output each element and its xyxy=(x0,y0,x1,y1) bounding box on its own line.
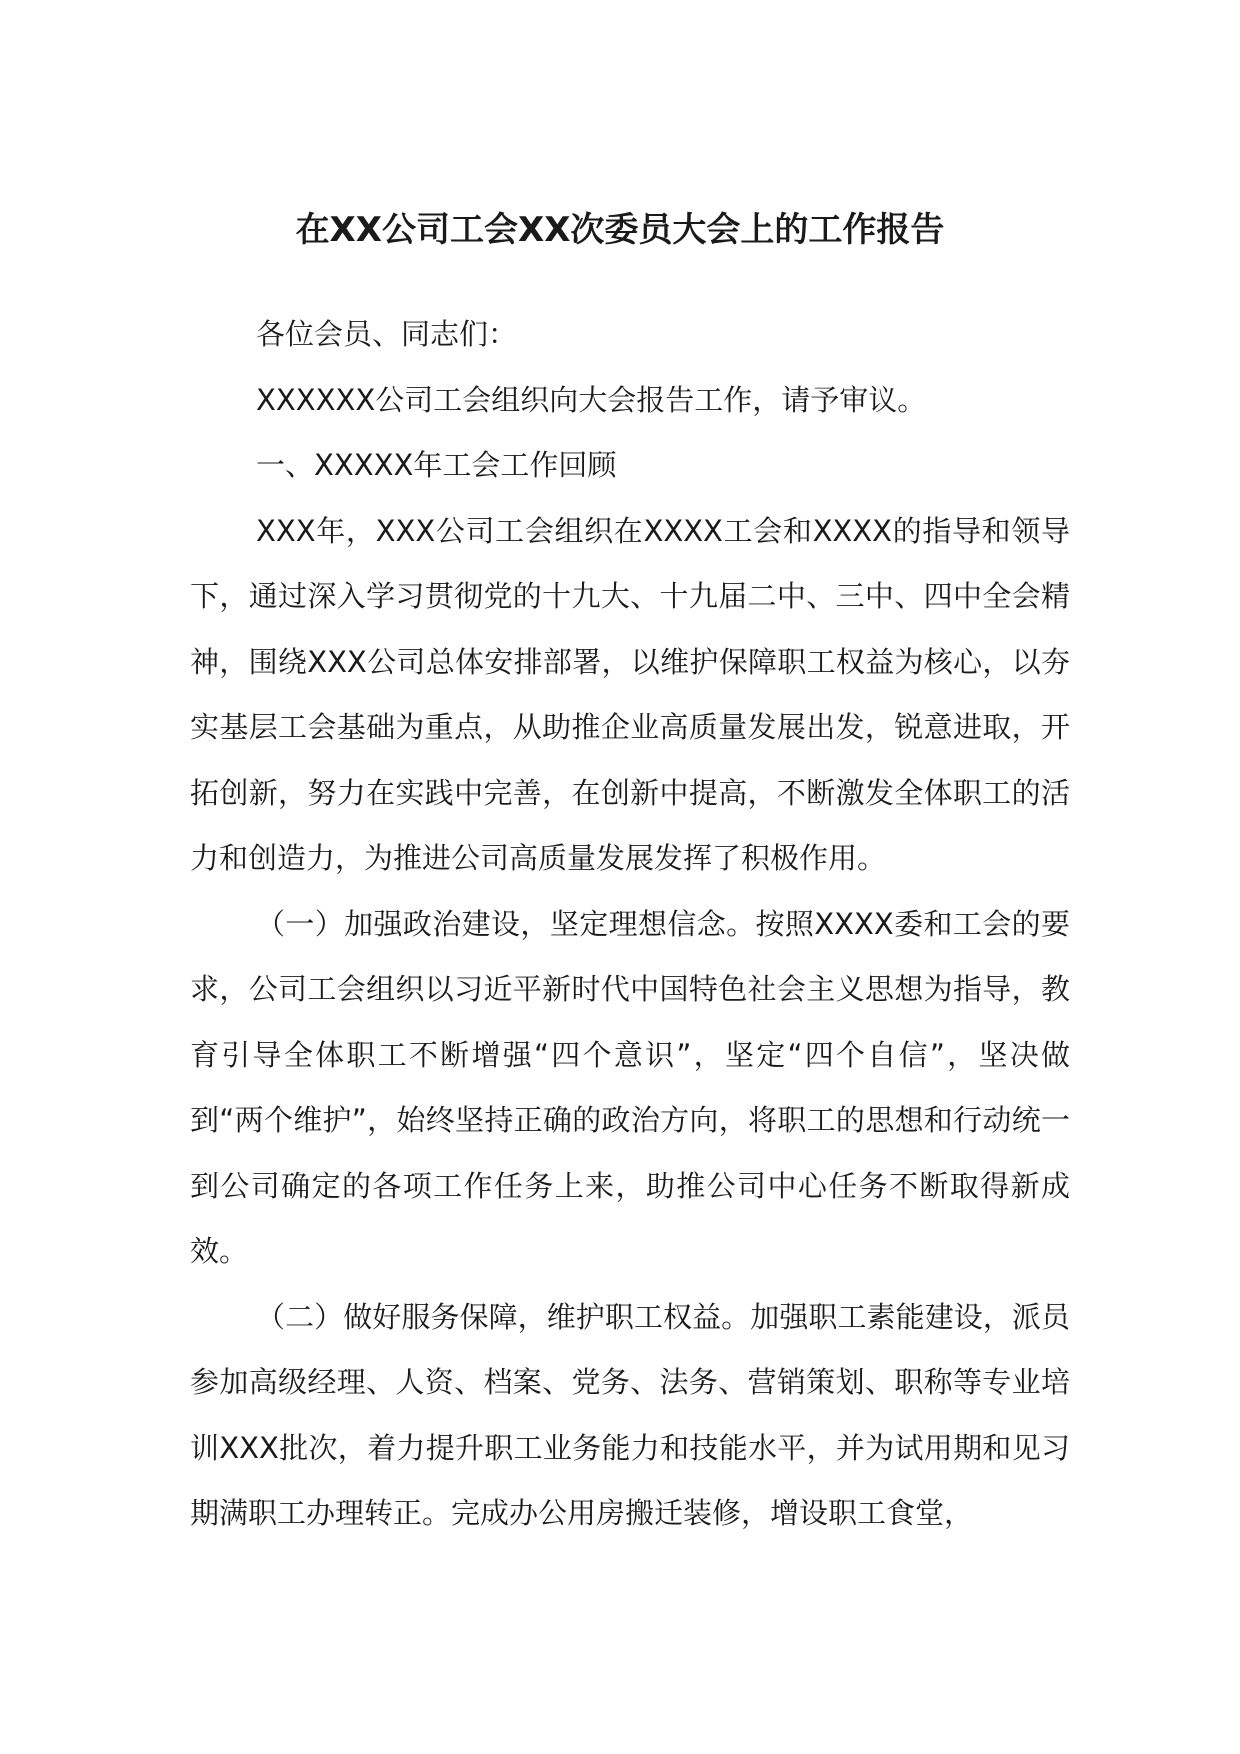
section-heading: 一、XXXXX年工会工作回顾 xyxy=(256,448,617,482)
review-paragraph: XXX年，XXX公司工会组织在XXXX工会和XXXX的指导和领导下，通过深入学习贯彻党的十九大、十九届二中、三中、四中全会精神，围绕XXX公司总体安排部署，以维护保障职工权益为核心，以夯实基层工会基础为重点，从助推企业高质量发展出发，锐意进取，开拓创新，努力在实践中完善，在创新中提高，不断激发全体职工的活力和创造力，为推进公司高质量发展发挥了积极作用。 xyxy=(190,513,1070,875)
document-body xyxy=(190,302,1070,1547)
subsection-2-paragraph: （二）做好服务保障，维护职工权益。加强职工素能建设，派员参加高级经理、人资、档案、党务、法务、营销策划、职称等专业培训XXX批次，着力提升职工业务能力和技能水平，并为试用期和见习期满职工办理转正。完成办公用房搬迁装修，增设职工食堂， xyxy=(190,1299,1070,1530)
intro-paragraph: XXXXXX公司工会组织向大会报告工作，请予审议。 xyxy=(256,382,927,417)
document-title: 在XX公司工会XX次委员大会上的工作报告 xyxy=(295,210,945,250)
salutation: 各位会员、同志们： xyxy=(256,317,518,351)
subsection-1-paragraph: （一）加强政治建设，坚定理想信念。按照XXXX委和工会的要求，公司工会组织以习近平新时代中国特色社会主义思想为指导，教育引导全体职工不断增强“四个意识”，坚定“四个自信”，坚决做到“两个维护”，始终坚持正确的政治方向，将职工的思想和行动统一到公司确定的各项工作任务上来，助推公司中心任务不断取得新成效。 xyxy=(190,906,1070,1268)
